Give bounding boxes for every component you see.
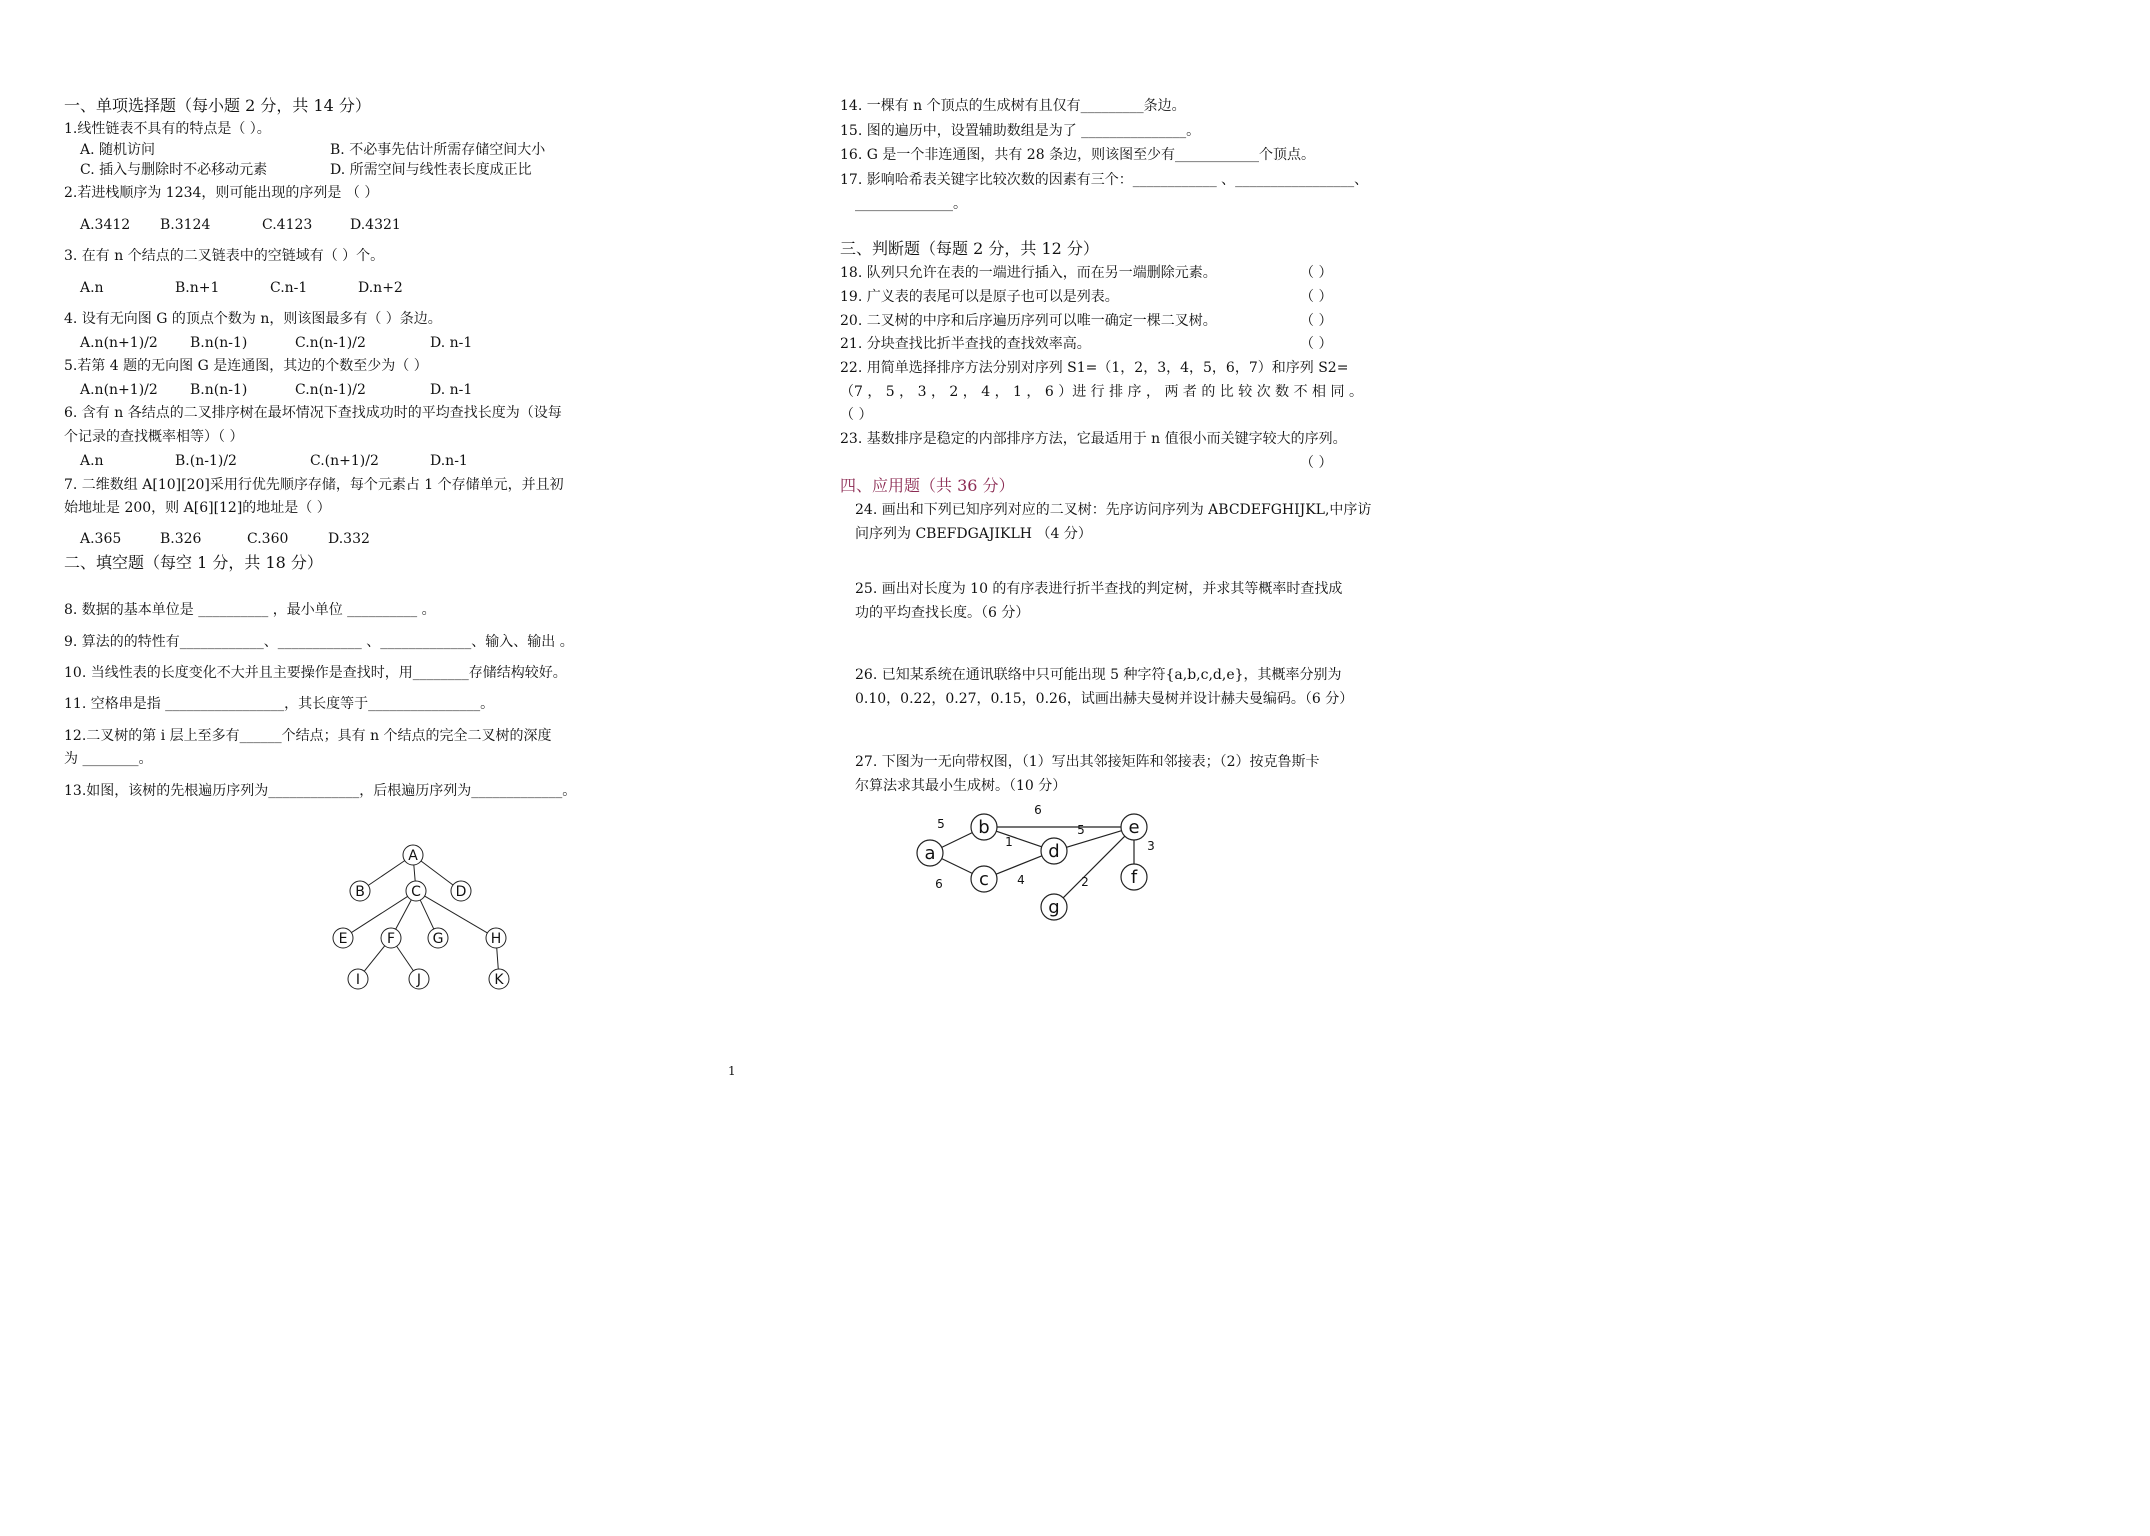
option: B. 不必事先估计所需存储空间大小 (330, 142, 546, 158)
question-text: 22. 用简单选择排序方法分别对序列 S1=（1，2，3，4，5，6，7）和序列 S2= (840, 360, 1349, 376)
option: C.360 (247, 531, 289, 547)
graph-node-label: g (1048, 897, 1060, 918)
option: A.n (80, 280, 104, 296)
tree-node-label: B (355, 884, 365, 900)
option: C.n(n-1)/2 (295, 382, 366, 398)
tree-edge (421, 861, 453, 885)
question-text: 尔算法求其最小生成树。（10 分） (855, 778, 1067, 794)
option: A.n(n+1)/2 (80, 382, 158, 398)
graph-node-label: f (1130, 867, 1138, 888)
question-text: 15. 图的遍历中，设置辅助数组是为了 _______________。 (840, 123, 1201, 139)
judge-paren: （ ） (1300, 336, 1333, 352)
tree-node (451, 881, 471, 901)
question-text: 始地址是 200，则 A[6][12]的地址是（ ） (64, 500, 331, 516)
tree-edge (414, 865, 415, 881)
question-text: 3. 在有 n 个结点的二叉链表中的空链域有（ ）个。 (64, 248, 385, 264)
question-text: 16. G 是一个非连通图，共有 28 条边，则该图至少有____________个顶点。 (840, 147, 1316, 163)
tree-edge (420, 900, 434, 929)
option: C.4123 (262, 217, 313, 233)
option: C.(n+1)/2 (310, 453, 379, 469)
option: B.n+1 (175, 280, 220, 296)
judge-paren: （ ） (1300, 265, 1333, 281)
tree-node-label: J (416, 972, 422, 988)
graph-node (1041, 838, 1067, 864)
graph-edge (1066, 831, 1121, 848)
question-text: 25. 画出对长度为 10 的有序表进行折半查找的判定树，并求其等概率时查找成 (855, 581, 1343, 597)
graph-node (1121, 814, 1147, 840)
option: D.4321 (350, 217, 401, 233)
tree-node (333, 928, 353, 948)
question-text: 9. 算法的的特性有____________、____________ 、_____________、输入、输出 。 (64, 634, 574, 650)
graph-node (1121, 864, 1147, 890)
question-text: 6. 含有 n 各结点的二叉排序树在最坏情况下查找成功时的平均查找长度为（设每 (64, 405, 562, 421)
question-text: 4. 设有无向图 G 的顶点个数为 n，则该图最多有（ ）条边。 (64, 311, 442, 327)
question-text: 19. 广义表的表尾可以是原子也可以是列表。 (840, 289, 1119, 305)
option: D.332 (328, 531, 370, 547)
tree-edge (425, 896, 488, 933)
tree-node (428, 928, 448, 948)
option: C.n(n-1)/2 (295, 335, 366, 351)
question-text: 问序列为 CBEFDGAJIKLH （4 分） (855, 526, 1092, 542)
question-text: 20. 二叉树的中序和后序遍历序列可以唯一确定一棵二叉树。 (840, 313, 1217, 329)
graph-node-label: b (978, 817, 990, 838)
question-text: 26. 已知某系统在通讯联络中只可能出现 5 种字符{a,b,c,d,e}，其概率分别为 (855, 667, 1342, 683)
weighted-graph-diagram (905, 800, 1165, 930)
option: A.n(n+1)/2 (80, 335, 158, 351)
option: C.n-1 (270, 280, 308, 296)
option: B.n(n-1) (190, 382, 248, 398)
question-text: 12.二叉树的第 i 层上至多有______个结点；具有 n 个结点的完全二叉树的深度 (64, 728, 552, 744)
tree-node (486, 928, 506, 948)
question-text: 功的平均查找长度。（6 分） (855, 605, 1030, 621)
option: A.3412 (80, 217, 131, 233)
tree-node-label: K (494, 972, 504, 988)
question-text: 2.若进栈顺序为 1234，则可能出现的序列是 （ ） (64, 185, 379, 201)
question-text: 11. 空格串是指 _________________，其长度等于________________。 (64, 696, 495, 712)
question-text: （7 ， 5 ， 3 ， 2 ， 4 ， 1 ， 6 ）进 行 排 序 ， 两 者 的 比 较 次 数 不 相 同 。 (840, 384, 1363, 400)
tree-node (350, 881, 370, 901)
option: B.3124 (160, 217, 211, 233)
tree-edge (351, 896, 407, 932)
tree-node-label: G (432, 931, 444, 947)
option: A.365 (80, 531, 122, 547)
option: B.(n-1)/2 (175, 453, 237, 469)
question-text: （ ） (840, 407, 873, 423)
tree-node (348, 969, 368, 989)
tree-edge (396, 900, 412, 929)
graph-edge (942, 833, 973, 848)
judge-paren: （ ） (1300, 313, 1333, 329)
graph-node (971, 866, 997, 892)
graph-node-label: a (924, 843, 936, 864)
question-text: 5.若第 4 题的无向图 G 是连通图，其边的个数至少为（ ） (64, 358, 428, 374)
edge-weight-label: 6 (1034, 803, 1042, 817)
question-text: 为 ________。 (64, 751, 153, 767)
question-text: 24. 画出和下列已知序列对应的二叉树：先序访问序列为 ABCDEFGHIJKL,中序访 (855, 502, 1372, 518)
judge-paren: （ ） (1300, 289, 1333, 305)
edge-weight-label: 3 (1147, 839, 1155, 853)
tree-node-label: D (455, 884, 467, 900)
tree-edge (368, 861, 404, 886)
question-text: 8. 数据的基本单位是 __________ ，最小单位 __________ 。 (64, 602, 436, 618)
question-text: 21. 分块查找比折半查找的查找效率高。 (840, 336, 1091, 352)
tree-node-label: C (411, 884, 421, 900)
tree-node (406, 881, 426, 901)
question-text: 13.如图，该树的先根遍历序列为_____________，后根遍历序列为_____________。 (64, 783, 577, 799)
page-number: 1 (728, 1064, 736, 1078)
option: A.n (80, 453, 104, 469)
tree-node (409, 969, 429, 989)
section-title: 一、单项选择题（每小题 2 分，共 14 分） (64, 96, 371, 115)
option: C. 插入与删除时不必移动元素 (80, 162, 268, 178)
graph-node (1041, 894, 1067, 920)
option: D. n-1 (430, 335, 473, 351)
graph-node-label: e (1128, 817, 1140, 838)
tree-node (403, 845, 423, 865)
question-text: 1.线性链表不具有的特点是（ ）。 (64, 121, 271, 137)
question-text: 23. 基数排序是稳定的内部排序方法，它最适用于 n 值很小而关键字较大的序列。 (840, 431, 1347, 447)
question-text: 18. 队列只允许在表的一端进行插入，而在另一端删除元素。 (840, 265, 1217, 281)
option: D.n-1 (430, 453, 468, 469)
graph-node (917, 840, 943, 866)
edge-weight-label: 4 (1017, 873, 1025, 887)
option: D.n+2 (358, 280, 403, 296)
tree-edge (364, 946, 384, 971)
question-text: 个记录的查找概率相等）（ ） (64, 429, 244, 445)
section-title: 四、应用题（共 36 分） (840, 476, 1015, 495)
edge-weight-label: 2 (1081, 875, 1089, 889)
tree-node-label: I (355, 972, 361, 988)
edge-weight-label: 5 (1077, 823, 1085, 837)
tree-diagram (320, 840, 530, 1000)
option: D. n-1 (430, 382, 473, 398)
graph-edge (942, 859, 973, 874)
judge-paren: （ ） (1300, 455, 1333, 471)
tree-node-label: E (338, 931, 348, 947)
tree-node-label: H (490, 931, 502, 947)
option: B.n(n-1) (190, 335, 248, 351)
graph-edge (996, 831, 1041, 847)
option: B.326 (160, 531, 202, 547)
tree-node-label: F (386, 931, 396, 947)
graph-node-label: d (1048, 841, 1060, 862)
graph-node-label: c (979, 869, 989, 890)
section-title: 二、填空题（每空 1 分，共 18 分） (64, 553, 323, 572)
question-text: 14. 一棵有 n 个顶点的生成树有且仅有_________条边。 (840, 98, 1186, 114)
option: A. 随机访问 (80, 142, 156, 158)
tree-edge (397, 946, 414, 970)
option: D. 所需空间与线性表长度成正比 (330, 162, 532, 178)
tree-node (381, 928, 401, 948)
question-text: ______________。 (855, 196, 967, 212)
section-title: 三、判断题（每题 2 分，共 12 分） (840, 239, 1099, 258)
question-text: 7. 二维数组 A[10][20]采用行优先顺序存储，每个元素占 1 个存储单元，并且初 (64, 477, 564, 493)
edge-weight-label: 6 (935, 877, 943, 891)
question-text: 17. 影响哈希表关键字比较次数的因素有三个：____________ 、_________________、 (840, 172, 1369, 188)
tree-node (489, 969, 509, 989)
edge-weight-label: 5 (937, 817, 945, 831)
graph-node (971, 814, 997, 840)
question-text: 10. 当线性表的长度变化不大并且主要操作是查找时，用________存储结构较好。 (64, 665, 567, 681)
tree-node-label: A (408, 848, 418, 864)
edge-weight-label: 1 (1005, 835, 1013, 849)
tree-edge (497, 948, 499, 969)
question-text: 27. 下图为一无向带权图，（1）写出其邻接矩阵和邻接表；（2）按克鲁斯卡 (855, 754, 1320, 770)
question-text: 0.10，0.22，0.27，0.15，0.26，试画出赫夫曼树并设计赫夫曼编码。（6 分） (855, 691, 1354, 707)
graph-edge (996, 856, 1042, 874)
